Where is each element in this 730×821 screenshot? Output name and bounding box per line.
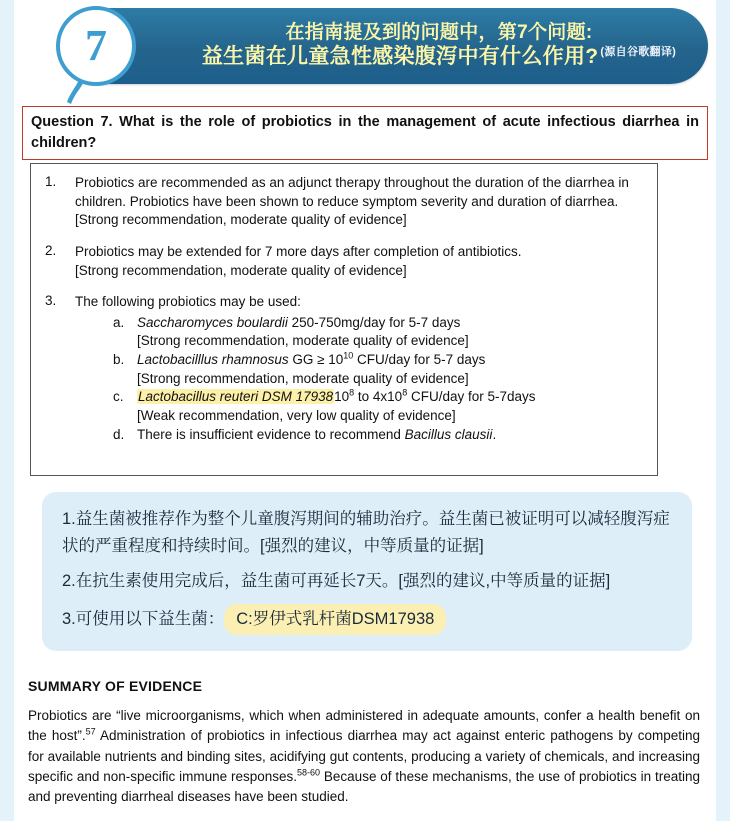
recommendation-marker: 2. — [45, 242, 57, 258]
header-line-2-text: 益生菌在儿童急性感染腹泻中有什么作用? — [201, 44, 599, 68]
question-box — [22, 106, 708, 160]
recommendation-item-3 — [45, 293, 645, 444]
chinese-paragraph-3 — [62, 604, 672, 635]
chinese-item3-highlight: C:罗伊式乳杆菌DSM17938 — [224, 604, 446, 635]
chinese-translation-box — [42, 492, 692, 651]
probiotic-text-pre: There is insufficient evidence to recommend — [137, 426, 405, 442]
probiotic-evidence: [Weak recommendation, very low quality of evidence] — [137, 407, 456, 423]
recommendation-evidence: [Strong recommendation, moderate quality of evidence] — [75, 212, 407, 228]
recommendation-evidence: [Strong recommendation, moderate quality of evidence] — [75, 262, 407, 278]
probiotic-organism-name: Lactobacilllus rhamnosus — [137, 352, 289, 367]
probiotic-dose-exponent-1: 8 — [349, 387, 355, 398]
question-number-badge — [56, 6, 136, 86]
probiotic-dose-exponent-2: 8 — [402, 387, 408, 398]
probiotic-dose-exponent: 10 — [343, 350, 354, 361]
recommendation-body — [75, 293, 645, 444]
recommendation-marker: 3. — [45, 293, 57, 309]
recommendation-body — [75, 174, 645, 230]
probiotic-marker: d. — [113, 426, 125, 442]
probiotic-organism-name-highlighted: Lactobacillus reuteri DSM 17938 — [138, 389, 334, 405]
recommendation-body — [75, 243, 645, 280]
probiotic-dose-base: 10 — [334, 389, 350, 405]
probiotic-body — [137, 314, 645, 351]
probiotic-item-b — [113, 351, 645, 388]
probiotic-organism-name: Bacillus clausii — [404, 426, 493, 442]
probiotic-item-d — [113, 426, 645, 445]
probiotic-evidence: [Strong recommendation, moderate quality of evidence] — [137, 333, 469, 349]
probiotic-organism-name: Saccharomyces boulardii — [137, 314, 288, 330]
probiotic-dose: 250-750mg/day for 5-7 days — [287, 314, 461, 330]
header-banner — [58, 8, 708, 84]
probiotic-item-a — [113, 314, 645, 351]
probiotic-dose-mid: to 4x10 — [354, 389, 403, 405]
header-text-group — [186, 22, 708, 69]
recommendation-text: The following probiotics may be used: — [75, 294, 301, 310]
probiotic-evidence: [Strong recommendation, moderate quality of evidence] — [137, 370, 469, 386]
probiotic-dose-post: CFU/day for 5-7 days — [353, 352, 486, 367]
left-edge-strip — [0, 0, 14, 821]
recommendation-item-2 — [45, 243, 645, 280]
question-number-text: 7 — [85, 21, 107, 70]
header-line-2 — [186, 45, 692, 70]
header-line-1: 在指南提及到的问题中，第7个问题: — [285, 22, 593, 44]
probiotic-body — [137, 388, 645, 425]
probiotic-dose-pre: GG ≥ 10 — [288, 352, 344, 367]
summary-body — [28, 706, 700, 807]
right-edge-strip — [716, 0, 730, 821]
recommendation-marker: 1. — [45, 174, 57, 189]
probiotic-sub-list — [75, 314, 645, 444]
question-text: Question 7. What is the role of probiotics in the management of acute infectious diarrhea in children? — [31, 114, 699, 151]
recommendation-item-1 — [45, 174, 645, 230]
recommendation-text: Probiotics may be extended for 7 more days after completion of antibiotics. — [75, 243, 522, 259]
chinese-paragraph-1: 1.益生菌被推荐作为整个儿童腹泻期间的辅助治疗。益生菌已被证明可以减轻腹泻症状的严重程度和持续时间。[强烈的建议，中等质量的证据] — [62, 510, 670, 555]
summary-title: SUMMARY OF EVIDENCE — [28, 678, 203, 694]
probiotic-text-post: . — [492, 426, 497, 442]
probiotic-dose-post: CFU/day for 5-7days — [407, 389, 536, 405]
probiotic-body — [137, 426, 645, 445]
chinese-item3-label: 3.可使用以下益生菌： — [62, 610, 225, 629]
recommendations-list — [45, 174, 645, 444]
summary-part-2: Administration of probiotics in infectious diarrhea may act against enteric pathogens by competing for available nutrients and binding sites, acidifying gut contents, producing a variety of chemicals, and increasing specific and non-specific immune responses. — [28, 728, 701, 784]
recommendations-box — [30, 163, 658, 476]
summary-part-3: Because of these mechanisms, the use of probiotics in treating and preventing diarrheal diseases have been studied. — [28, 768, 700, 804]
summary-part-1: Probiotics are “live microorganisms, which when administered in adequate amounts, confer a health benefit on the host”. — [28, 708, 700, 744]
header-banner-area — [0, 0, 730, 100]
probiotic-marker: c. — [113, 389, 124, 405]
summary-reference-2: 58-60 — [297, 767, 321, 778]
summary-reference-1: 57 — [85, 726, 96, 737]
chinese-paragraph-2: 2.在抗生素使用完成后，益生菌可再延长7天。[强烈的建议,中等质量的证据] — [62, 572, 611, 591]
probiotic-marker: a. — [113, 314, 125, 330]
header-translation-note: (源自谷歌翻译) — [600, 45, 677, 58]
recommendation-text: Probiotics are recommended as an adjunct therapy throughout the duration of the diarrhea in children. Probiotics have been shown to reduce symptom severity and duration of diarrhea. — [75, 175, 629, 209]
summary-of-evidence-section — [28, 678, 700, 807]
probiotic-marker: b. — [113, 352, 125, 367]
probiotic-item-c — [113, 388, 645, 425]
probiotic-body — [137, 351, 645, 388]
